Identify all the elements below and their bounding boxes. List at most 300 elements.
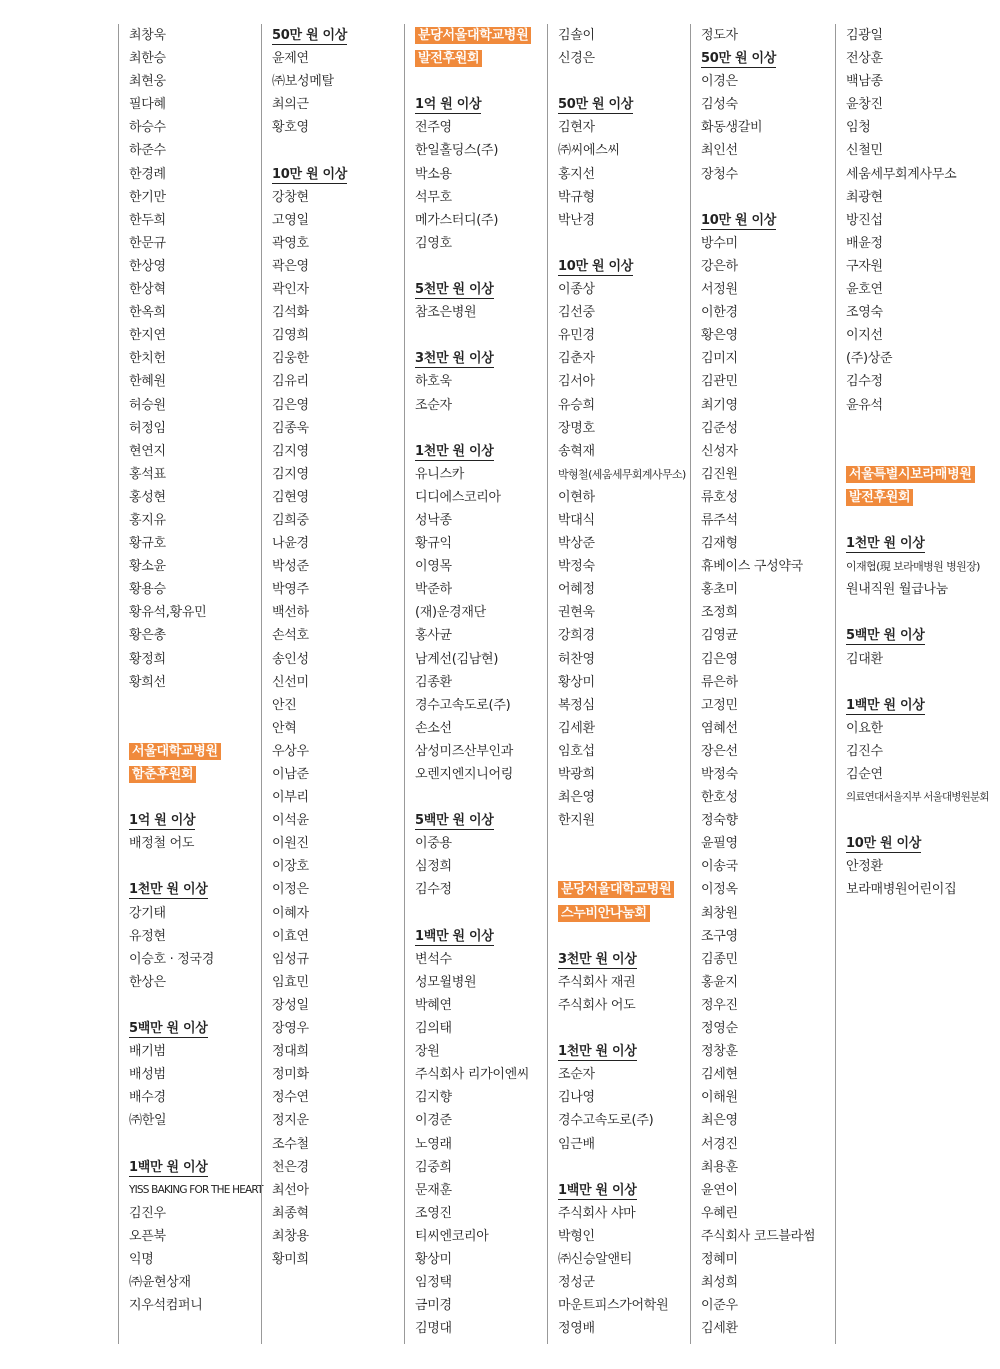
donor-name: [701, 809, 835, 832]
label-text: 김은영: [272, 397, 309, 413]
donor-name: [129, 463, 261, 486]
organization-heading: [415, 24, 547, 47]
donor-name: [558, 47, 690, 70]
donor-name: [272, 786, 404, 809]
spacer: [129, 994, 261, 1017]
donor-name: [558, 347, 690, 370]
donor-name: [701, 70, 835, 93]
label-text: 이경은: [701, 74, 738, 90]
spacer: [558, 855, 690, 878]
donor-name: [846, 93, 995, 116]
donor-name: [129, 832, 261, 855]
label-text: 서정원: [701, 282, 738, 298]
label-text: 전주영: [415, 120, 452, 136]
label-text: 박광희: [558, 767, 595, 782]
label-text: 황미희: [272, 1251, 309, 1267]
label-text: 김유리: [272, 374, 309, 390]
label-text: 신성자: [701, 443, 738, 459]
label-text: 윤창진: [846, 97, 883, 113]
donor-name: [701, 1156, 835, 1179]
label-text: 50만 원 이상: [272, 28, 347, 43]
donor-name: [558, 1086, 690, 1109]
label-text: 박영주: [272, 582, 309, 598]
spacer: [415, 417, 547, 440]
label-text: 정미화: [272, 1067, 309, 1083]
donor-name: [701, 740, 835, 763]
label-text: (재)운경재단: [415, 605, 486, 621]
donor-name: [558, 555, 690, 578]
donor-name: [558, 486, 690, 509]
label-text: 최의근: [272, 97, 309, 113]
label-text: 한일홀딩스(주): [415, 143, 499, 159]
label-text: ㈜씨에스씨: [558, 143, 620, 159]
donor-name: [701, 878, 835, 901]
label-text: 하승수: [129, 120, 166, 136]
organization-heading: [846, 463, 995, 486]
donor-name: [415, 1156, 547, 1179]
label-text: 5백만 원 이상: [415, 813, 494, 829]
label-text: 박정숙: [701, 767, 738, 782]
label-text: 이효연: [272, 928, 309, 944]
label-text: 익명: [129, 1251, 154, 1267]
amount-heading: [558, 255, 690, 278]
label-text: 황은영: [701, 328, 738, 344]
donor-name: [272, 1133, 404, 1156]
donor-name: [558, 1109, 690, 1132]
label-text: 배기범: [129, 1044, 166, 1060]
donor-name: [558, 740, 690, 763]
donor-name: [272, 93, 404, 116]
donor-name: [272, 648, 404, 671]
donor-name: [701, 440, 835, 463]
label-text: 황규익: [415, 536, 452, 552]
label-text: 장명호: [558, 420, 595, 436]
label-text: 황상미: [415, 1251, 452, 1267]
label-text: 김선중: [558, 305, 595, 321]
label-text: 황규호: [129, 536, 166, 552]
amount-heading: [129, 809, 261, 832]
label-text: 김석화: [272, 305, 309, 321]
spacer: [846, 509, 995, 532]
label-text: 이부리: [272, 790, 309, 806]
label-text: 윤유석: [846, 397, 883, 413]
label-text: 한지원: [558, 813, 595, 829]
label-text: 박성준: [272, 559, 309, 575]
label-text: 지우석컴퍼니: [129, 1298, 203, 1314]
label-text: 이정옥: [701, 882, 738, 898]
label-text: 이재협(現 보라매병원 병원장): [846, 560, 980, 574]
spacer: [558, 1017, 690, 1040]
donor-name: [129, 948, 261, 971]
donor-name: [129, 1271, 261, 1294]
donor-name: [701, 624, 835, 647]
label-text: 5천만 원 이상: [415, 282, 494, 298]
amount-heading: [129, 878, 261, 901]
donor-name: [701, 648, 835, 671]
donor-name: [558, 532, 690, 555]
donor-name: [701, 486, 835, 509]
donor-name: [272, 994, 404, 1017]
donor-name: [129, 255, 261, 278]
label-text: 최종혁: [272, 1205, 309, 1221]
donor-name: [129, 1202, 261, 1225]
donor-name: [129, 624, 261, 647]
label-text: 분당서울대학교병원: [415, 27, 531, 44]
donor-name: [415, 163, 547, 186]
label-text: 조순자: [558, 1067, 595, 1083]
label-text: 1억 원 이상: [129, 813, 196, 829]
label-text: 김대환: [846, 651, 883, 667]
donor-name: [415, 370, 547, 393]
organization-heading: [129, 763, 261, 786]
label-text: 허찬영: [558, 651, 595, 667]
label-text: 염혜선: [701, 720, 738, 736]
label-text: 장원: [415, 1044, 440, 1060]
donor-name: [415, 394, 547, 417]
label-text: 허승원: [129, 397, 166, 413]
label-text: 함춘후원회: [129, 766, 196, 783]
donor-name: [558, 116, 690, 139]
donor-name: [701, 139, 835, 162]
label-text: 유니스카: [415, 466, 465, 482]
donor-name: [272, 740, 404, 763]
donor-name: [129, 1248, 261, 1271]
label-text: 김종민: [701, 951, 738, 967]
donor-name: [701, 902, 835, 925]
label-text: 5백만 원 이상: [846, 628, 925, 644]
label-text: 10만 원 이상: [272, 166, 347, 182]
spacer: [701, 186, 835, 209]
column-5: [690, 24, 835, 1344]
label-text: 보라매병원어린이집: [846, 882, 957, 898]
donor-name: [846, 555, 995, 578]
label-text: 황희선: [129, 674, 166, 690]
donor-name: [558, 1133, 690, 1156]
label-text: 김중희: [415, 1159, 452, 1175]
label-text: 김명대: [415, 1321, 452, 1337]
donor-name: [701, 301, 835, 324]
donor-name: [701, 1317, 835, 1340]
donor-name: [129, 116, 261, 139]
label-text: 정도자: [701, 28, 738, 43]
spacer: [415, 70, 547, 93]
label-text: (주)상준: [846, 351, 893, 367]
label-text: 손소선: [415, 720, 452, 736]
donor-name: [701, 1202, 835, 1225]
label-text: 한두희: [129, 212, 166, 228]
donor-name: [415, 601, 547, 624]
donor-name: [415, 994, 547, 1017]
label-text: 1백만 원 이상: [846, 697, 925, 713]
donor-name: [272, 70, 404, 93]
amount-heading: [701, 209, 835, 232]
label-text: 디디에스코리아: [415, 489, 501, 505]
label-text: 권현욱: [558, 605, 595, 621]
label-text: 최창욱: [129, 28, 166, 43]
donor-name: [558, 671, 690, 694]
label-text: 김서아: [558, 374, 595, 390]
donor-name: [129, 509, 261, 532]
donor-name: [558, 1317, 690, 1340]
label-text: 한기만: [129, 189, 166, 205]
label-text: 김희중: [272, 512, 309, 528]
label-text: 한문규: [129, 235, 166, 251]
label-text: 김지향: [415, 1090, 452, 1106]
amount-heading: [558, 1179, 690, 1202]
donor-name: [129, 209, 261, 232]
donor-name: [272, 394, 404, 417]
amount-heading: [415, 93, 547, 116]
donor-name: [701, 93, 835, 116]
label-text: 필다혜: [129, 97, 166, 113]
donor-name: [558, 139, 690, 162]
donor-name: [701, 601, 835, 624]
label-text: 류호성: [701, 489, 738, 505]
label-text: 김수정: [846, 374, 883, 390]
donor-name: [272, 1248, 404, 1271]
spacer: [558, 70, 690, 93]
label-text: 이준우: [701, 1298, 738, 1314]
label-text: 10만 원 이상: [558, 258, 633, 274]
label-text: 정창훈: [701, 1044, 738, 1060]
donor-name: [558, 509, 690, 532]
label-text: 송인성: [272, 651, 309, 667]
donor-name: [846, 139, 995, 162]
donor-name: [415, 578, 547, 601]
label-text: 김나영: [558, 1090, 595, 1106]
donor-name: [272, 509, 404, 532]
label-text: 1백만 원 이상: [558, 1182, 637, 1198]
label-text: 신선미: [272, 674, 309, 690]
donor-name: [129, 578, 261, 601]
donor-name: [701, 347, 835, 370]
donor-name: [558, 786, 690, 809]
donor-name: [272, 1017, 404, 1040]
donor-name: [272, 1086, 404, 1109]
donor-name: [846, 786, 995, 809]
label-text: 유승희: [558, 397, 595, 413]
label-text: 하호욱: [415, 374, 452, 390]
spacer: [129, 855, 261, 878]
donor-name: [558, 971, 690, 994]
donor-name: [558, 648, 690, 671]
donor-name: [415, 509, 547, 532]
spacer: [415, 324, 547, 347]
label-text: 황용승: [129, 582, 166, 598]
label-text: 하준수: [129, 143, 166, 159]
amount-heading: [846, 694, 995, 717]
label-text: 석무호: [415, 189, 452, 205]
amount-heading: [129, 1017, 261, 1040]
spacer: [558, 832, 690, 855]
label-text: 고영일: [272, 212, 309, 228]
donor-name: [701, 1179, 835, 1202]
donor-name: [558, 624, 690, 647]
donor-name: [415, 1317, 547, 1340]
donor-name: [272, 324, 404, 347]
donor-name: [272, 1156, 404, 1179]
amount-heading: [558, 1040, 690, 1063]
donor-name: [129, 163, 261, 186]
donor-name: [129, 370, 261, 393]
spacer: [272, 139, 404, 162]
donor-name: [129, 278, 261, 301]
label-text: 신경은: [558, 51, 595, 67]
label-text: 김웅한: [272, 351, 309, 367]
spacer: [415, 786, 547, 809]
donor-name: [272, 209, 404, 232]
label-text: 김미지: [701, 351, 738, 367]
label-text: 강희경: [558, 628, 595, 644]
label-text: 심정희: [415, 859, 452, 875]
label-text: 정영배: [558, 1321, 595, 1337]
donor-name: [272, 555, 404, 578]
donor-name: [272, 694, 404, 717]
label-text: 홍사균: [415, 628, 452, 644]
donor-name: [701, 855, 835, 878]
label-text: 장영우: [272, 1021, 309, 1037]
label-text: 김지영: [272, 466, 309, 482]
donor-name: [701, 1225, 835, 1248]
donor-name: [129, 347, 261, 370]
label-text: 어혜정: [558, 582, 595, 598]
label-text: 신철민: [846, 143, 883, 159]
label-text: 강창현: [272, 189, 309, 205]
label-text: 곽인자: [272, 282, 309, 298]
donor-name: [272, 1040, 404, 1063]
donor-name: [415, 463, 547, 486]
donor-name: [558, 578, 690, 601]
label-text: 최인선: [701, 143, 738, 159]
label-text: 유정현: [129, 928, 166, 944]
donor-name: [415, 232, 547, 255]
spacer: [129, 786, 261, 809]
label-text: 정성군: [558, 1275, 595, 1291]
label-text: 서경진: [701, 1136, 738, 1152]
donor-name: [272, 671, 404, 694]
donor-name: [415, 671, 547, 694]
label-text: 김관민: [701, 374, 738, 390]
donor-name: [846, 255, 995, 278]
label-text: 1천만 원 이상: [558, 1044, 637, 1060]
label-text: 안혁: [272, 720, 297, 736]
amount-heading: [415, 440, 547, 463]
donor-name: [558, 24, 690, 47]
amount-heading: [415, 347, 547, 370]
label-text: 조영숙: [846, 305, 883, 321]
label-text: 발전후원회: [415, 50, 482, 67]
label-text: 박규형: [558, 189, 595, 205]
label-text: 김은영: [701, 651, 738, 667]
donor-name: [558, 1271, 690, 1294]
label-text: 임성규: [272, 951, 309, 967]
donor-name: [272, 440, 404, 463]
label-text: 김진수: [846, 743, 883, 759]
donor-name: [129, 1109, 261, 1132]
label-text: 메가스터디(주): [415, 212, 499, 228]
label-text: 최성희: [701, 1275, 738, 1291]
spacer: [129, 717, 261, 740]
donor-name: [129, 601, 261, 624]
label-text: 김진원: [701, 466, 738, 482]
label-text: 최광현: [846, 189, 883, 205]
amount-heading: [558, 93, 690, 116]
label-text: 최창원: [701, 905, 738, 921]
donor-name: [701, 1086, 835, 1109]
label-text: 이남준: [272, 767, 309, 782]
donor-name: [129, 47, 261, 70]
label-text: 전상훈: [846, 51, 883, 67]
label-text: ㈜신승알앤티: [558, 1251, 632, 1267]
label-text: 김성숙: [701, 97, 738, 113]
label-text: 스누비안나눔회: [558, 905, 650, 922]
label-text: 천은경: [272, 1159, 309, 1175]
donor-name: [846, 301, 995, 324]
label-text: 이정은: [272, 882, 309, 898]
donor-name: [272, 925, 404, 948]
donor-name: [701, 232, 835, 255]
label-text: 1백만 원 이상: [415, 928, 494, 944]
donor-name: [846, 209, 995, 232]
label-text: 김세환: [558, 720, 595, 736]
donor-name: [701, 163, 835, 186]
donor-name: [272, 186, 404, 209]
label-text: 유민경: [558, 328, 595, 344]
donor-name: [701, 694, 835, 717]
donor-name: [701, 24, 835, 47]
donor-name: [272, 347, 404, 370]
donor-name: [701, 394, 835, 417]
label-text: 원내직원 월급나눔: [846, 582, 948, 598]
donor-name: [701, 417, 835, 440]
label-text: 5백만 원 이상: [129, 1021, 208, 1037]
label-text: 이승호 · 정국경: [129, 951, 215, 967]
spacer: [846, 809, 995, 832]
donor-name: [415, 648, 547, 671]
label-text: 이현하: [558, 489, 595, 505]
label-text: 박준하: [415, 582, 452, 598]
label-text: ㈜윤현상재: [129, 1275, 191, 1291]
donor-name: [701, 555, 835, 578]
label-text: 1억 원 이상: [415, 97, 482, 113]
label-text: 최선아: [272, 1182, 309, 1198]
donor-name: [415, 1040, 547, 1063]
label-text: 경수고속도로(주): [558, 1113, 654, 1129]
label-text: 1백만 원 이상: [129, 1159, 208, 1175]
spacer: [846, 671, 995, 694]
donor-name: [415, 832, 547, 855]
label-text: 김춘자: [558, 351, 595, 367]
spacer: [846, 417, 995, 440]
donor-name: [129, 671, 261, 694]
label-text: 주식회사 샤마: [558, 1205, 636, 1221]
donor-name: [415, 209, 547, 232]
donor-name: [701, 994, 835, 1017]
label-text: 임효민: [272, 974, 309, 990]
column-4: [547, 24, 690, 1344]
label-text: 이송국: [701, 859, 738, 875]
donor-name: [272, 116, 404, 139]
donor-name: [415, 1179, 547, 1202]
label-text: 윤필영: [701, 836, 738, 852]
label-text: 윤제연: [272, 51, 309, 67]
amount-heading: [129, 1156, 261, 1179]
label-text: 10만 원 이상: [846, 836, 921, 852]
label-text: 이영목: [415, 559, 452, 575]
donor-name: [846, 278, 995, 301]
label-text: 한경례: [129, 166, 166, 182]
donor-name: [701, 1017, 835, 1040]
